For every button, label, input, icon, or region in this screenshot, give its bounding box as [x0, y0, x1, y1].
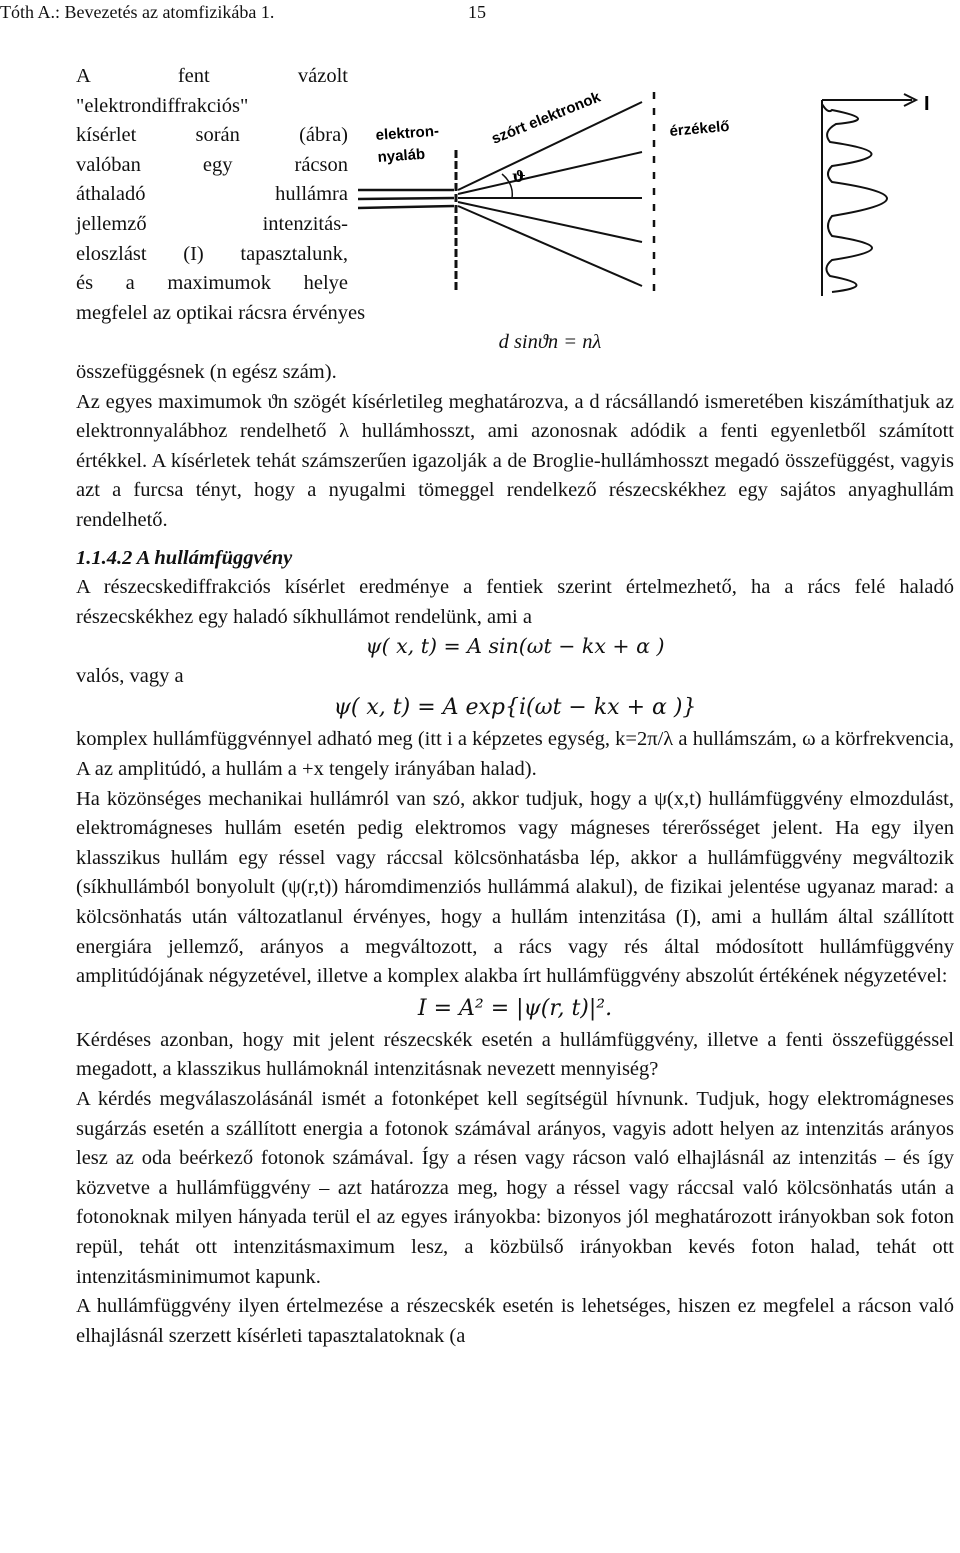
page-number: 15 — [468, 2, 486, 22]
page-header — [0, 2, 486, 23]
intro-line: jellemző intenzitás- — [76, 212, 348, 235]
paragraph-4: valós, vagy a — [76, 664, 184, 687]
figure-label-beam: elektron- — [375, 122, 440, 144]
intro-line: A fent vázolt — [76, 65, 348, 87]
figure-label-scattered: szórt elektronok — [489, 88, 603, 148]
paragraph-5: komplex hullámfüggvénnyel adható meg (itt i a képzetes egység, k=2π/λ a hullámszám, ω a körfrekvencia, A az amplitúdó, a hullám a +x tengely irányában halad). — [76, 728, 954, 781]
paragraph-6: Ha közönséges mechanikai hullámról van szó, akkor tudjuk, hogy a ψ(x,t) hullámfüggvény elmozdulást, elektromágneses hullám esetén pedig elektromos vagy mágneses térerősséget jelent. Ha egy ilyen klasszikus hullám egy réssel vagy ráccsal kölcsönhatásba lép, akkor a hullámfüggvény megváltozik (síkhullámból bonyolult (ψ(r,t)) háromdimenziós hullámmá alakul), de fizikai jelentése ugyanaz marad: a kölcsönhatás után változatlanul érvényes, hogy a hullám intenzitása (I), ami a hullám által szállított energiára jellemző, arányos a megváltozott, a rács vagy rés által módosított hullámfüggvény amplitúdójának négyzetével, illetve a komplex alakba írt hullámfüggvény abszolút értékének négyzetével: — [76, 787, 954, 988]
intro-paragraph — [76, 62, 348, 299]
formula-intensity: I = A² = |ψ(r, t)|². — [417, 995, 613, 1021]
page-body — [76, 62, 954, 1351]
figure-label-intensity: I — [924, 93, 930, 115]
formula-complex: ψ( x, t) = A exp{i(ωt − kx + α )} — [333, 695, 697, 721]
section-title: 1.1.4.2 A hullámfüggvény — [76, 546, 293, 569]
intro-line-last: megfelel az optikai rácsra érvényes — [76, 301, 366, 324]
header-title: Tóth A.: Bevezetés az atomfizikába 1. — [0, 2, 275, 22]
intro-line: és a maximumok helye — [76, 272, 348, 295]
figure-label-angle: ϑ — [512, 167, 526, 186]
intro-line: eloszlást (I) tapasztalunk, — [76, 242, 348, 265]
intro-line: valóban egy rácson — [76, 153, 348, 176]
paragraph-9: A hullámfüggvény ilyen értelmezése a részecskék esetén is lehetséges, hiszen ez megfelel a rácson való elhajlásnál szerzett kísérleti tapasztalatoknak (a — [76, 1295, 954, 1347]
paragraph-3: A részecskediffrakciós kísérlet eredménye a fentiek szerint értelmezhető, ha a rács felé haladó részecskékhez egy haladó síkhullámot rendelünk, ami a — [76, 576, 954, 628]
intro-line: "elektrondiffrakciós" — [76, 94, 249, 117]
intro-line: áthaladó hullámra — [76, 183, 348, 206]
svg-text:nyaláb: nyaláb — [377, 145, 426, 166]
figure-label-detector: érzékelő — [668, 117, 731, 140]
intro-line: kísérlet során (ábra) — [76, 124, 348, 147]
paragraph-1-cont: összefüggésnek (n egész szám). — [76, 360, 337, 383]
formula-grating: d sinϑn = nλ — [498, 331, 602, 354]
paragraph-7: Kérdéses azonban, hogy mit jelent részecskék esetén a hullámfüggvény, illetve a fenti összefüggéssel megadott, a klasszikus hullámoknál intenzitásnak nevezett mennyiség? — [76, 1028, 954, 1081]
paragraph-8: A kérdés megválaszolásánál ismét a fotonképet kell segítségül hívnunk. Tudjuk, hogy elektromágneses sugárzás esetén a szállított energia a fotonok számával arányos, vagyis adott helyen az intenzitás arányos lesz az oda beérkező fotonok számával. Így a résen vagy rácson való elhajlásnál az intenzitás – és így közvetve a hullámfüggvény – azt határozza meg, hogy a réssel vagy ráccsal való kölcsönhatás után a fotonoknak milyen hányada terül el az egyes irányokba: bizonyos jól meghatározott irányokban sok foton repül, tehát ott intenzitásmaximum lesz, a közbülső irányokban kevés foton halad, tehát ott intenzitásminimumot kapunk. — [76, 1088, 954, 1288]
formula-real: ψ( x, t) = A sin(ωt − kx + α ) — [365, 634, 665, 659]
paragraph-2: Az egyes maximumok ϑn szögét kísérletileg meghatározva, a d rácsállandó ismeretében kiszámíthatjuk az elektronnyalábhoz rendelhető λ hullámhosszt, ami azonosnak adódik a fenti egyenletből számított értékkel. A kísérletek tehát számszerűen igazolják a de Broglie-hullámhosszt megadó összefüggést, vagyis azt a furcsa tényt, hogy a nyugalmi tömeggel rendelkező részecskékhez egy sajátos anyaghullám rendelhető. — [76, 390, 954, 531]
